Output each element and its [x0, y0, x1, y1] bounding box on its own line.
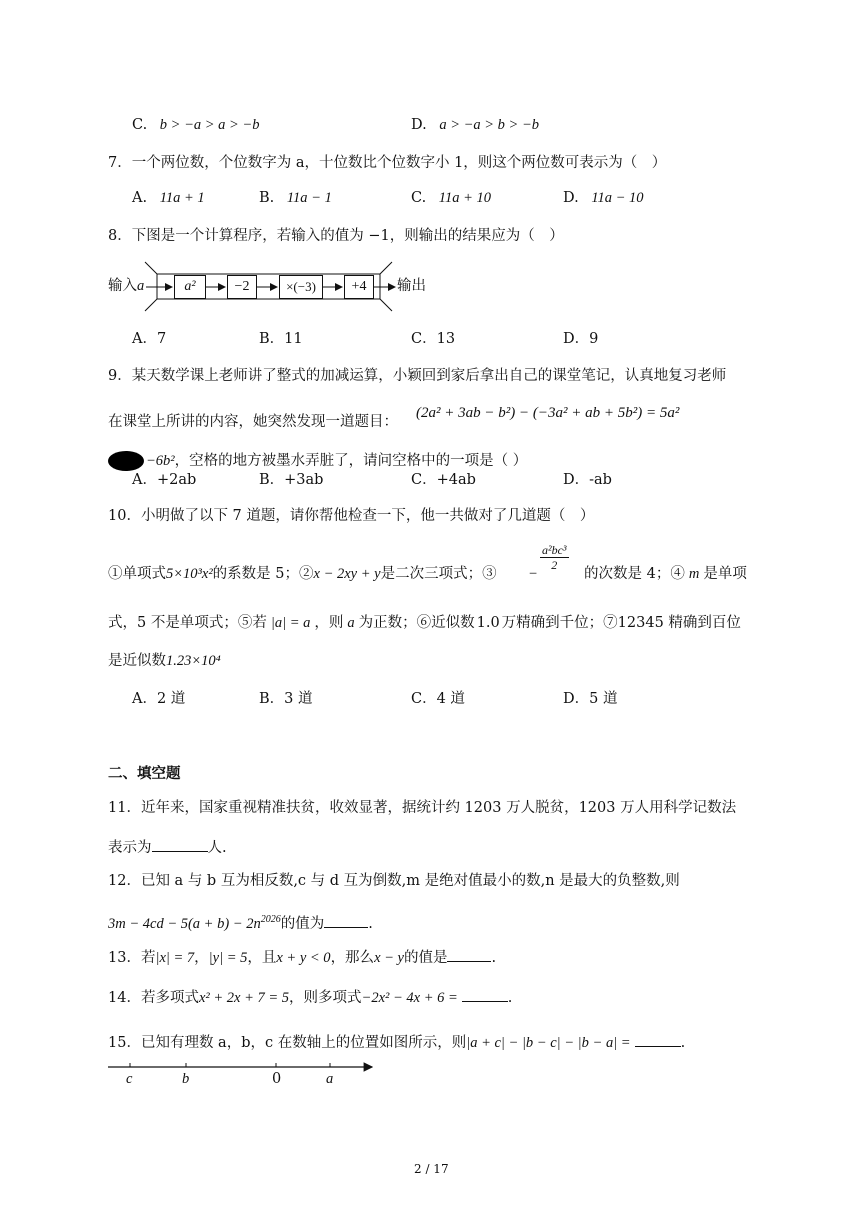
- q7-stem: 7．一个两位数，个位数字为 a，十位数比个位数字小 1，则这个两位数可表示为（ ）: [108, 155, 667, 171]
- q9-option-a: A．+2ab: [132, 472, 197, 488]
- q15-expr: |a + c| − |b − c| − |b − a| =: [466, 1035, 631, 1051]
- q10-fraction: [540, 543, 569, 573]
- q13-e4: x − y: [374, 950, 404, 966]
- q8-box-plus4: +4: [344, 275, 374, 299]
- q15-label-b: b: [182, 1071, 190, 1087]
- q10-line2-num: 1.0: [476, 615, 500, 631]
- q11-line2: [108, 837, 227, 857]
- q6-option-d-label: D.: [411, 117, 427, 133]
- q10-line1: [108, 566, 497, 583]
- q13-c: ，且: [247, 950, 277, 966]
- q9-ink-blot: [108, 451, 144, 471]
- q13-a: 13．若: [108, 950, 156, 966]
- section-title-fill-blank: 二、填空题: [108, 765, 181, 782]
- q15-end: .: [680, 1035, 686, 1051]
- q12-answer-blank[interactable]: [324, 913, 368, 928]
- q10-line1-a: ①单项式: [108, 566, 166, 582]
- q12-line2: [108, 913, 373, 933]
- q13-e: 的值是: [403, 950, 448, 966]
- q13-b: ，: [194, 950, 209, 966]
- q10-line2: [108, 615, 741, 632]
- q8-input-text: 输入: [108, 278, 137, 294]
- q7-option-a-label: A.: [132, 190, 148, 206]
- q15-label-c: c: [126, 1071, 133, 1087]
- q15-label-a: a: [326, 1071, 334, 1087]
- q10-option-a: A．2 道: [132, 691, 186, 707]
- q10-expr-trinomial: x − 2xy + y: [313, 566, 381, 582]
- q12-exponent: 2026: [260, 914, 281, 926]
- q10-frac-minus: −: [528, 566, 538, 582]
- q7-option-b-expr: 11a − 1: [286, 190, 332, 206]
- q7-option-d-label: D.: [563, 190, 579, 206]
- q9-equation: (2a² + 3ab − b²) − (−3a² + ab + 5b²) = 5a²: [416, 405, 680, 421]
- q8-input-var: a: [137, 278, 145, 294]
- q12-expr: 3m − 4cd − 5(a + b) − 2n: [108, 916, 261, 932]
- q10-stem: 10．小明做了以下 7 道题，请你帮他检查一下，他一共做对了几道题（ ）: [108, 508, 595, 524]
- q10-line2-d: 万精确到千位；⑦12345 精确到百位: [501, 615, 741, 631]
- q13-d: ，那么: [330, 950, 375, 966]
- page-number: 2 / 17: [414, 1162, 449, 1176]
- q15-number-line-axis: [100, 1058, 390, 1088]
- q12-line2-b: 的值为: [280, 916, 325, 932]
- q14-end: .: [507, 990, 513, 1006]
- q15-a: 15．已知有理数 a，b，c 在数轴上的位置如图所示，则: [108, 1035, 467, 1051]
- q9-stem-line2: 在课堂上所讲的内容，她突然发现一道题目：: [108, 414, 398, 430]
- q8-option-d: D．9: [563, 331, 599, 347]
- q13-e1: |x| = 7: [155, 950, 195, 966]
- q11-line2-a: 表示为: [108, 840, 152, 856]
- q10-line1-m: m: [688, 566, 700, 582]
- q11-line2-b: 人.: [207, 840, 227, 856]
- q10-line2-var: a: [347, 615, 355, 631]
- q14-e1: x² + 2x + 7 = 5: [198, 990, 290, 1006]
- q13-e2: |y| = 5: [208, 950, 248, 966]
- q10-fraction-denominator: 2: [551, 558, 558, 573]
- q10-line2-a: 式，5 不是单项式；⑤若: [108, 615, 267, 631]
- q10-line3-expr: 1.23×10⁴: [166, 653, 221, 669]
- q14-line: [108, 987, 512, 1007]
- q10-expr-monomial: 5×10³x²: [166, 566, 213, 582]
- q13-answer-blank[interactable]: [447, 947, 491, 962]
- q10-line3: [108, 653, 221, 670]
- q9-stem-line3: [146, 453, 527, 470]
- q13-e3: x + y < 0: [276, 950, 331, 966]
- q9-option-d: D．-ab: [563, 472, 612, 488]
- q13-end: .: [491, 950, 497, 966]
- q8-option-b: B．11: [259, 331, 303, 347]
- q13-line: [108, 947, 496, 967]
- q6-option-d-expr: a > −a > b > −b: [439, 117, 540, 133]
- q7-option-d-expr: 11a − 10: [591, 190, 644, 206]
- q14-e2: −2x² − 4x + 6 =: [361, 990, 458, 1006]
- q10-line1-e: 是单项: [703, 566, 747, 582]
- q10-line1-d: 的次数是 4；④: [584, 566, 685, 582]
- q8-option-c: C．13: [411, 331, 456, 347]
- q10-option-b: B．3 道: [259, 691, 313, 707]
- q8-box-times-neg3: ×(−3): [279, 275, 323, 299]
- q12-line1: 12．已知 a 与 b 互为相反数,c 与 d 互为倒数,m 是绝对值最小的数,n 是最大的负整数,则: [108, 873, 680, 889]
- q10-line1-c: 是二次三项式；③: [380, 566, 497, 582]
- q15-line: [108, 1032, 685, 1052]
- q9-stem-line1: 9．某天数学课上老师讲了整式的加减运算，小颖回到家后拿出自己的课堂笔记，认真地复习老师: [108, 368, 727, 384]
- q10-line3-text: 是近似数: [108, 653, 166, 669]
- q11-line1: 11．近年来，国家重视精准扶贫，收效显著，据统计约 1203 万人脱贫，1203 万人用科学记数法: [108, 800, 737, 816]
- q14-b: ，则多项式: [289, 990, 362, 1006]
- q10-line2-c: 为正数；⑥近似数: [358, 615, 475, 631]
- q7-option-a-expr: 11a + 1: [159, 190, 205, 206]
- q9-stem3-expr: −6b²: [146, 453, 175, 469]
- q8-output-label: 输出: [397, 278, 426, 294]
- q9-stem3-text: ，空格的地方被墨水弄脏了，请问空格中的一项是（ ）: [174, 453, 528, 469]
- q9-option-c: C．+4ab: [411, 472, 476, 488]
- q8-option-a: A．7: [132, 331, 167, 347]
- q15-label-zero: 0: [272, 1071, 282, 1087]
- q10-abs-expr: |a| = a: [270, 615, 311, 631]
- q11-answer-blank[interactable]: [152, 837, 208, 852]
- q15-answer-blank[interactable]: [635, 1032, 681, 1047]
- q10-line2-b: ，则: [314, 615, 344, 631]
- q8-stem: 8．下图是一个计算程序，若输入的值为 −1，则输出的结果应为（ ）: [108, 228, 564, 244]
- q6-option-c-expr: b > −a > a > −b: [159, 117, 260, 133]
- q10-line1-b: 的系数是 5；②: [212, 566, 314, 582]
- q8-box-minus2: −2: [227, 275, 257, 299]
- q6-option-c-label: C.: [132, 117, 148, 133]
- q10-option-d: D．5 道: [563, 691, 618, 707]
- q10-fraction-numerator: a²bc³: [542, 543, 567, 557]
- q14-answer-blank[interactable]: [462, 987, 508, 1002]
- q14-a: 14．若多项式: [108, 990, 199, 1006]
- q9-option-b: B．+3ab: [259, 472, 324, 488]
- q8-input-label: [108, 278, 144, 295]
- q8-box-square: a²: [174, 275, 206, 299]
- q10-option-c: C．4 道: [411, 691, 465, 707]
- q10-line1-tail: [584, 566, 747, 583]
- q7-option-c-label: C.: [411, 190, 427, 206]
- q12-end: .: [368, 916, 373, 932]
- q7-option-c-expr: 11a + 10: [438, 190, 492, 206]
- q7-option-b-label: B.: [259, 190, 275, 206]
